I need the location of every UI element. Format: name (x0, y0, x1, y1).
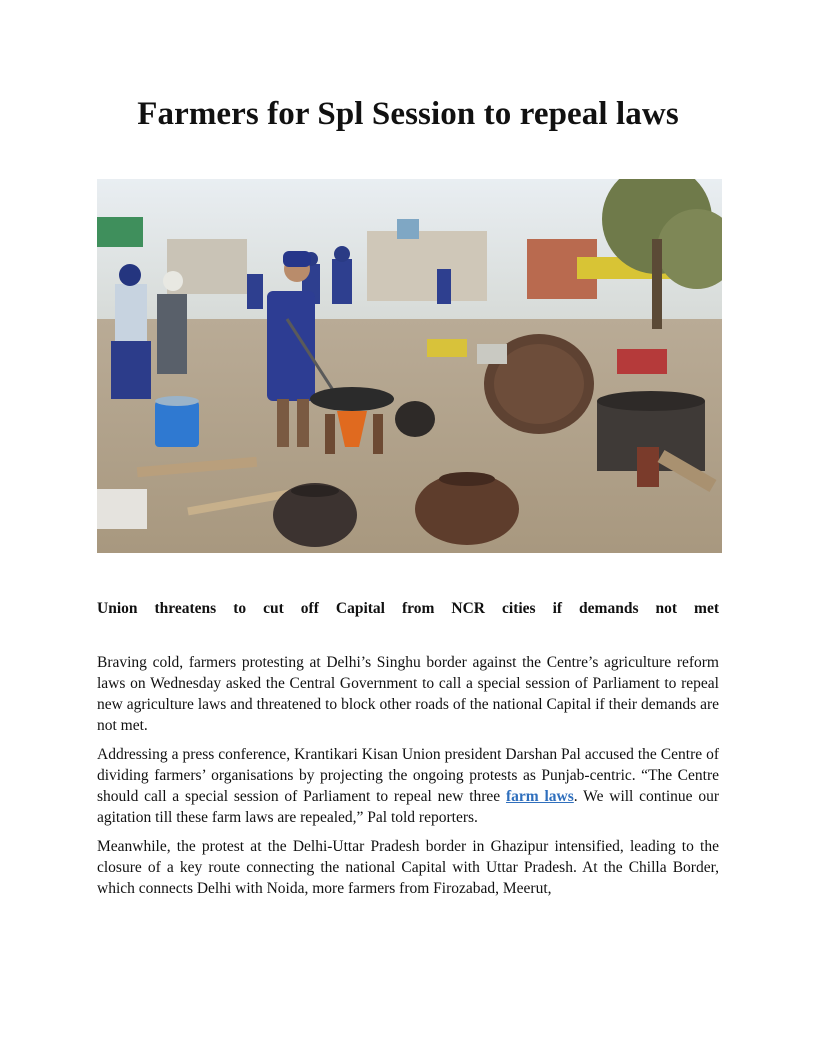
paragraph-with-link (97, 744, 719, 828)
subheadline: Union threatens to cut off Capital from NCR cities if demands not met (97, 600, 719, 617)
article-photo (97, 179, 722, 553)
paragraph: Braving cold, farmers protesting at Delhi’s Singhu border against the Centre’s agriculture reform laws on Wednesday asked the Central Government to call a special session of Parliament to repeal new agriculture laws and threatened to block other roads of the national Capital if their demands are not met. (97, 654, 719, 734)
article-body (97, 652, 719, 907)
paragraph-text-before: Addressing a press conference, Krantikari Kisan Union president Darshan Pal accused the Centre of dividing farmers’ organisations by projecting the ongoing protests as Punjab-centric. “The Centre should call a special session of Parliament to repeal new three (97, 746, 719, 805)
paragraph: Meanwhile, the protest at the Delhi-Uttar Pradesh border in Ghazipur intensified, leading to the closure of a key route connecting the national Capital with Uttar Pradesh. At the Chilla Border, which connects Delhi with Noida, more farmers from Firozabad, Meerut, (97, 838, 719, 897)
headline: Farmers for Spl Session to repeal laws (137, 96, 679, 132)
farm-laws-link[interactable]: farm laws (505, 788, 574, 805)
paragraph-text-after: . We will continue our agitation till these farm laws are repealed,” Pal told reporters. (97, 788, 719, 826)
